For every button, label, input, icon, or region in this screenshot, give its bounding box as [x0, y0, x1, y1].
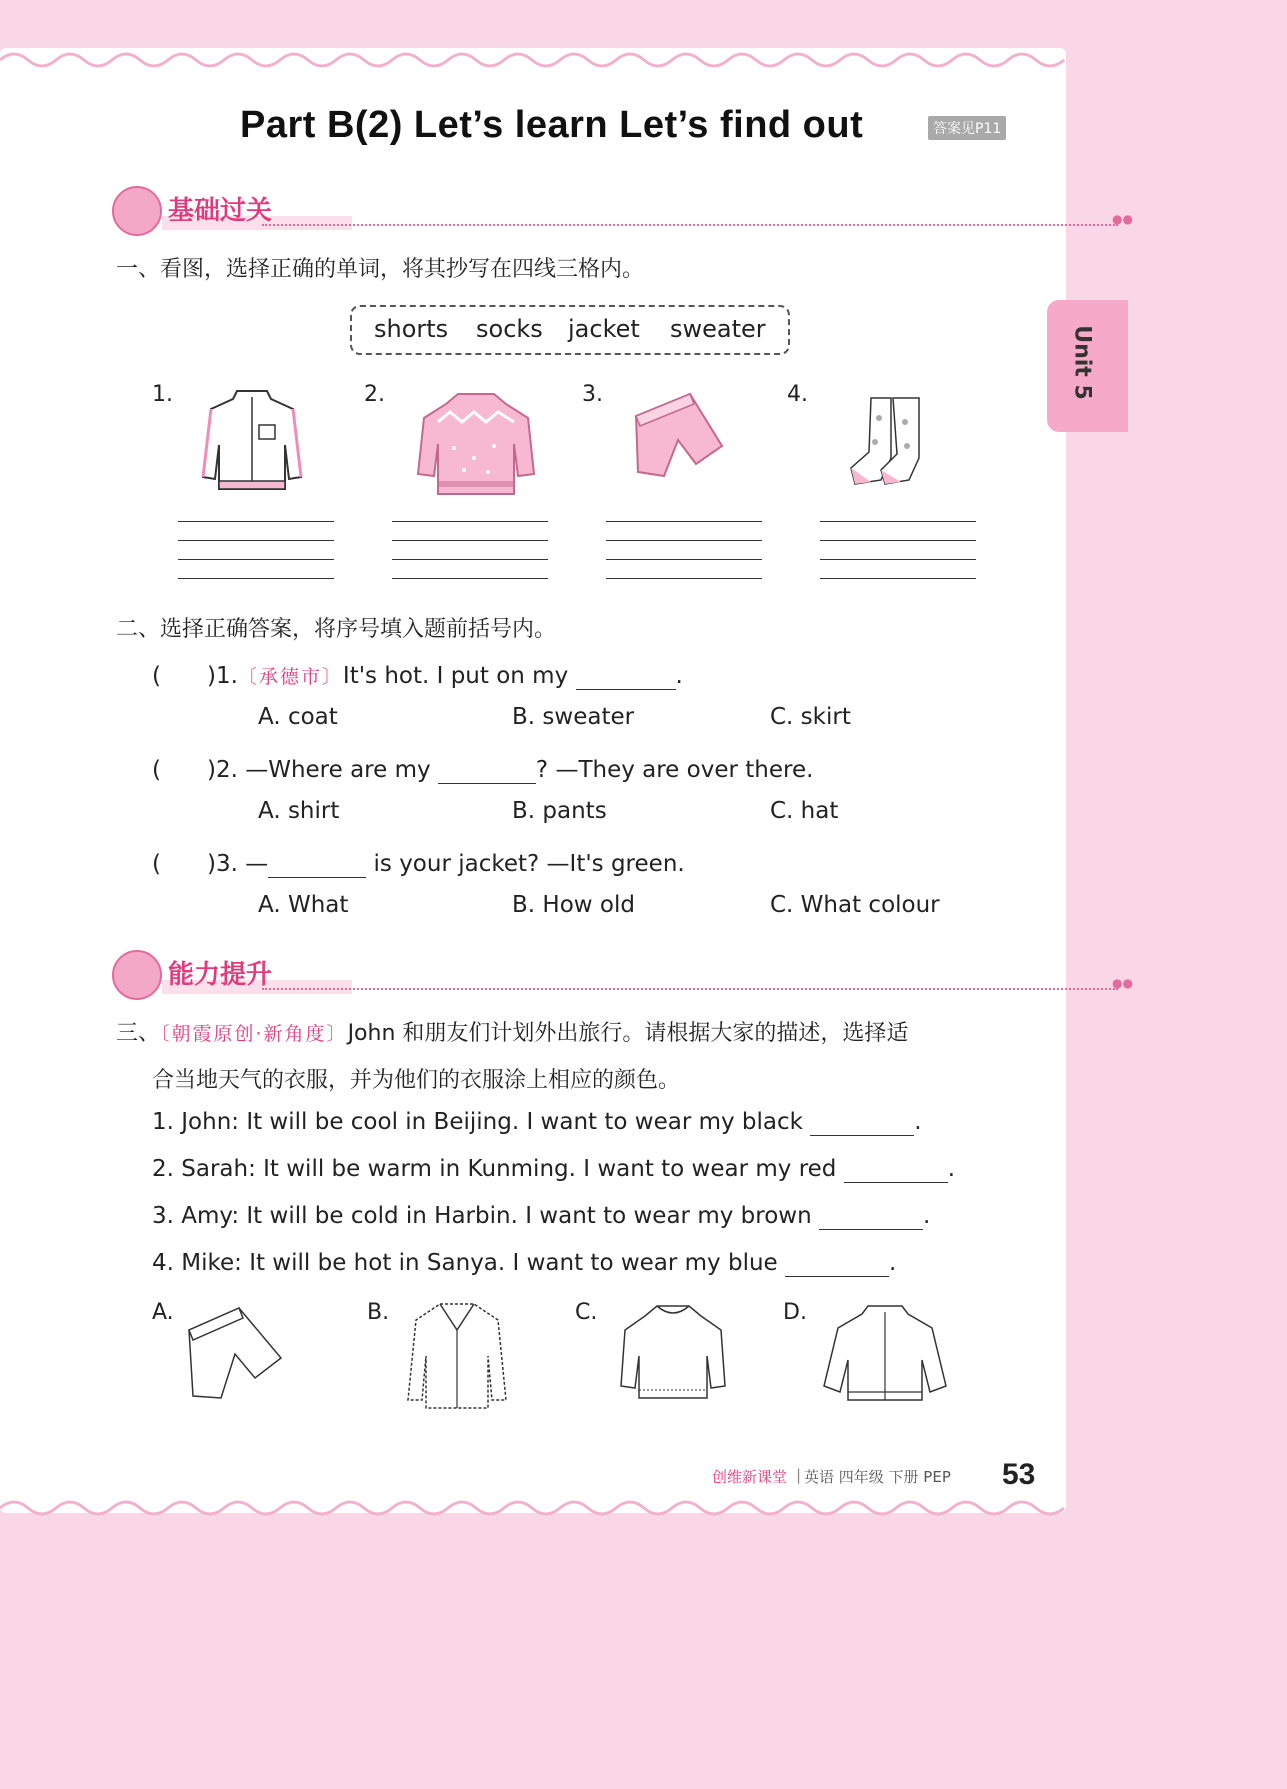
four-line-grid[interactable]: [178, 521, 334, 597]
word-bank: [350, 305, 790, 355]
answer-blank[interactable]: [819, 1203, 923, 1230]
option-label: B.: [367, 1300, 390, 1325]
top-wave-border: [0, 30, 1128, 90]
word-bank-word: shorts: [374, 315, 449, 343]
answer-reference-badge: 答案见P11: [928, 116, 1006, 140]
question-end: .: [675, 663, 683, 689]
shorts-outline-icon[interactable]: [185, 1302, 285, 1402]
option[interactable]: B. How old: [512, 892, 635, 918]
jacket-picture-icon: [197, 385, 307, 495]
item-number: 1.: [152, 382, 173, 407]
sweater-outline-icon[interactable]: [617, 1302, 729, 1402]
question-text: It's hot. I put on my: [342, 663, 569, 689]
answer-blank[interactable]: [844, 1156, 948, 1183]
question-3: [152, 845, 685, 878]
bottom-wave-border: [0, 1496, 1128, 1556]
answer-blank[interactable]: [810, 1109, 914, 1136]
part3-instruction-line2: 合当地天气的衣服，并为他们的衣服涂上相应的颜色。: [152, 1068, 681, 1093]
item-number: 2.: [364, 382, 385, 407]
answer-blank[interactable]: [268, 851, 366, 878]
sentence-4: [152, 1250, 896, 1277]
sentence-2: [152, 1156, 955, 1183]
option[interactable]: C. What colour: [770, 892, 940, 918]
mascot-icon: [112, 950, 162, 1000]
option[interactable]: B. sweater: [512, 704, 635, 730]
sentence-1: [152, 1109, 922, 1136]
option[interactable]: B. pants: [512, 798, 607, 824]
question-text: —Where are my: [245, 757, 431, 783]
option[interactable]: C. hat: [770, 798, 839, 824]
answer-blank[interactable]: [438, 757, 536, 784]
option[interactable]: A. shirt: [258, 798, 340, 824]
four-line-grid[interactable]: [392, 521, 548, 597]
sentence-end: .: [922, 1203, 931, 1229]
part3-instruction: [116, 1016, 908, 1047]
word-bank-word: socks: [476, 315, 543, 343]
instruction-text: John 和朋友们计划外出旅行。请根据大家的描述，选择适: [347, 1021, 909, 1046]
sentence-text: 4. Mike: It will be hot in Sanya. I want to wear my blue: [152, 1250, 778, 1276]
answer-bracket[interactable]: ( )3.: [152, 851, 238, 877]
option[interactable]: A. coat: [258, 704, 338, 730]
option-label: D.: [783, 1300, 807, 1325]
divider-end-dots-icon: ●●: [1112, 212, 1133, 226]
sentence-text: 1. John: It will be cool in Beijing. I want to wear my black: [152, 1109, 803, 1135]
question-text: is your jacket? —It's green.: [373, 851, 685, 877]
footer-info: 英语 四年级 下册 PEP: [804, 1468, 951, 1486]
part1-instruction: 一、看图，选择正确的单词，将其抄写在四线三格内。: [116, 257, 645, 282]
section-title: 能力提升: [168, 960, 273, 990]
socks-picture-icon: [845, 392, 935, 492]
question-text: ? —They are over there.: [535, 757, 814, 783]
unit-tab-label: Unit 5: [1069, 325, 1095, 400]
answer-blank[interactable]: [785, 1250, 889, 1277]
dotted-divider: [262, 988, 1118, 990]
footer-brand: 创维新课堂: [712, 1468, 788, 1486]
answer-bracket[interactable]: ( )2.: [152, 757, 238, 783]
four-line-grid[interactable]: [820, 521, 976, 597]
question-source: 〔朝霞原创·新角度〕: [160, 1023, 348, 1045]
answer-bracket[interactable]: ( )1.: [152, 663, 238, 689]
answer-blank[interactable]: [576, 663, 676, 690]
jacket-outline-icon[interactable]: [820, 1302, 950, 1406]
footer-separator: |: [796, 1466, 802, 1484]
sentence-text: 3. Amy: It will be cold in Harbin. I want to wear my brown: [152, 1203, 812, 1229]
page-number: 53: [1002, 1458, 1036, 1491]
option[interactable]: A. What: [258, 892, 349, 918]
shorts-picture-icon: [630, 390, 730, 486]
dotted-divider: [262, 224, 1118, 226]
option-label: A.: [152, 1300, 174, 1325]
item-number: 3.: [582, 382, 603, 407]
word-bank-word: sweater: [670, 315, 766, 343]
question-2: [152, 751, 813, 784]
sentence-end: .: [889, 1250, 897, 1276]
word-bank-word: jacket: [568, 315, 640, 343]
sentence-end: .: [914, 1109, 922, 1135]
question-source: 〔承德市〕: [237, 666, 343, 688]
section-title: 基础过关: [168, 196, 273, 226]
mascot-icon: [112, 186, 162, 236]
sentence-3: [152, 1203, 930, 1230]
part2-instruction: 二、选择正确答案，将序号填入题前括号内。: [116, 617, 557, 642]
part-number: 三、: [116, 1021, 161, 1046]
sentence-end: .: [947, 1156, 956, 1182]
sentence-text: 2. Sarah: It will be warm in Kunming. I want to wear my red: [152, 1156, 837, 1182]
option-label: C.: [575, 1300, 598, 1325]
question-text: —: [245, 851, 269, 877]
option[interactable]: C. skirt: [770, 704, 851, 730]
shirt-outline-icon[interactable]: [402, 1300, 512, 1412]
four-line-grid[interactable]: [606, 521, 762, 597]
question-1: [152, 657, 683, 690]
sweater-picture-icon: [414, 388, 538, 498]
divider-end-dots-icon: ●●: [1112, 976, 1133, 990]
item-number: 4.: [787, 382, 808, 407]
page-title: Part B(2) Let’s learn Let’s find out: [240, 104, 864, 146]
